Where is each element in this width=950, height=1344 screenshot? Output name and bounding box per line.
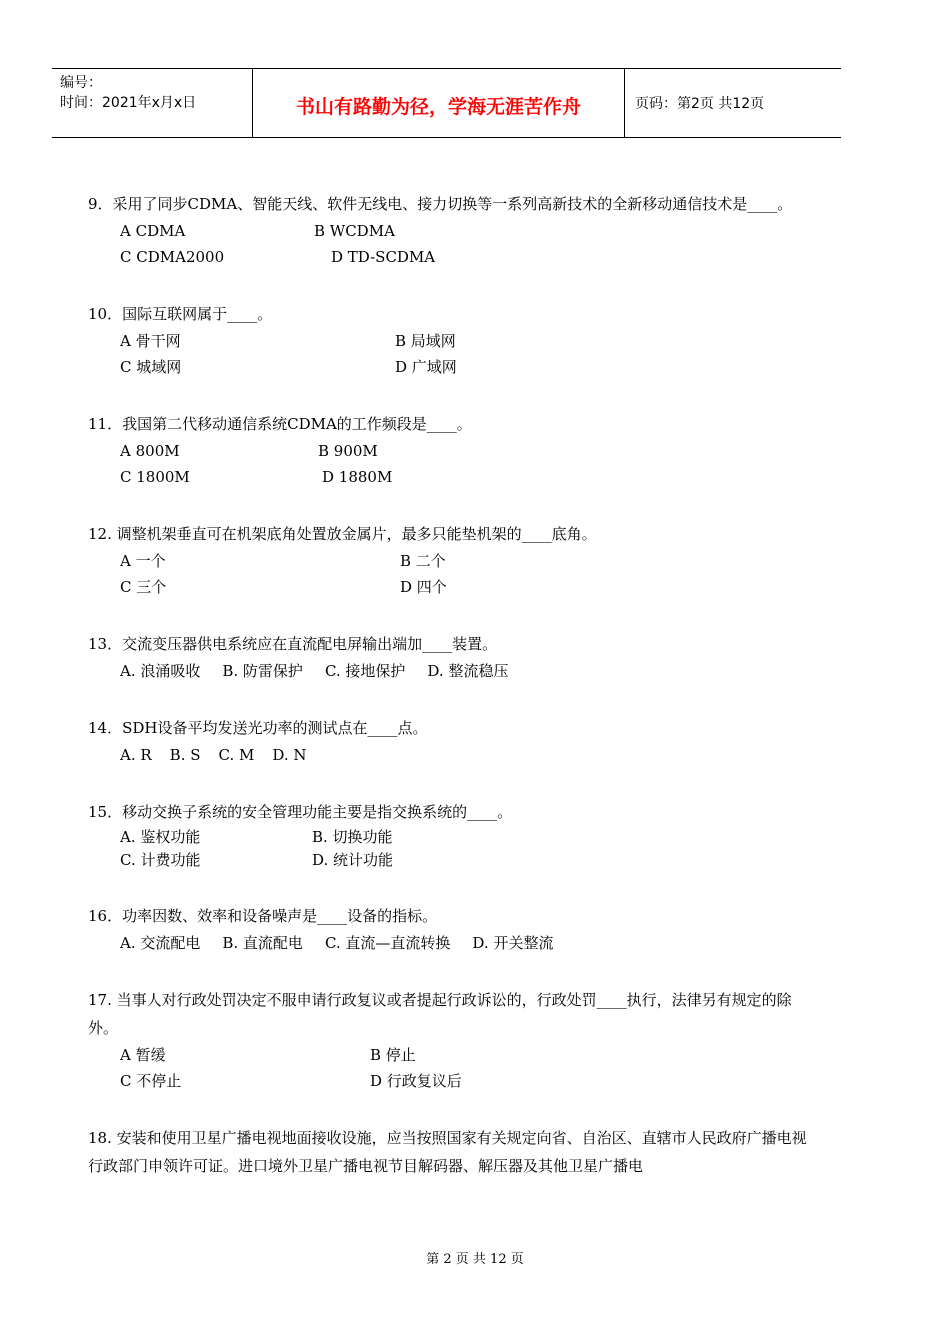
question-text: 12. 调整机架垂直可在机架底角处置放金属片，最多只能垫机架的____底角。 [88, 525, 597, 543]
question-text: 15．移动交换子系统的安全管理功能主要是指交换系统的____。 [88, 803, 513, 821]
option-d: D. 整流稳压 [427, 662, 509, 680]
option-a: A 800M [120, 442, 180, 460]
question-text: 11．我国第二代移动通信系统CDMA的工作频段是____。 [88, 415, 472, 433]
time-label: 时间：2021年x月x日 [60, 95, 197, 111]
question-15 [88, 798, 818, 872]
option-d: D 行政复议后 [370, 1072, 462, 1090]
question-17 [88, 986, 818, 1094]
question-text: 16．功率因数、效率和设备噪声是____设备的指标。 [88, 907, 438, 925]
option-c: C 不停止 [120, 1072, 182, 1090]
question-9 [88, 190, 818, 270]
options [120, 218, 818, 270]
header-page-label: 页码：第2页 共12页 [635, 96, 765, 112]
question-12 [88, 520, 818, 600]
question-10 [88, 300, 818, 380]
option-a: A 一个 [120, 552, 166, 570]
option-b: B 停止 [370, 1046, 416, 1064]
options [120, 742, 818, 768]
option-c: C 三个 [120, 578, 167, 596]
question-text: 18. 安装和使用卫星广播电视地面接收设施，应当按照国家有关规定向省、自治区、直辖市人民政府广播电视行政部门申领许可证。进口境外卫星广播电视节目解码器、解压器及其他卫星广播电 [88, 1129, 807, 1175]
question-11 [88, 410, 818, 490]
header-meta [52, 69, 252, 137]
option-a: A. 鉴权功能 [120, 828, 201, 846]
page-header [52, 68, 841, 138]
options [120, 548, 818, 600]
option-d: D. 统计功能 [312, 851, 394, 869]
question-text: 17. 当事人对行政处罚决定不服申请行政复议或者提起行政诉讼的，行政处罚____执行，法律另有规定的除外。 [88, 991, 792, 1037]
question-list [88, 190, 818, 1210]
option-d: D 广域网 [395, 358, 457, 376]
options [120, 658, 818, 684]
option-a: A. 浪涌吸收 [120, 662, 201, 680]
header-motto: 书山有路勤为径，学海无涯苦作舟 [252, 69, 625, 137]
options [120, 1042, 818, 1094]
option-a: A CDMA [120, 222, 186, 240]
option-c: C. 接地保护 [324, 662, 406, 680]
number-label: 编号： [60, 75, 102, 91]
option-a: A 骨干网 [120, 332, 181, 350]
option-c: C CDMA2000 [120, 248, 225, 266]
option-b: B. S [169, 746, 201, 764]
page-footer: 第 2 页 共 12 页 [426, 1252, 524, 1267]
option-b: B. 切换功能 [312, 828, 393, 846]
options [120, 826, 818, 872]
question-text: 10．国际互联网属于____。 [88, 305, 273, 323]
option-d: D. 开关整流 [472, 934, 554, 952]
option-c: C. 计费功能 [120, 851, 201, 869]
question-14 [88, 714, 818, 768]
question-16 [88, 902, 818, 956]
option-c: C 1800M [120, 468, 190, 486]
option-a: A 暂缓 [120, 1046, 166, 1064]
option-a: A. R [120, 746, 152, 764]
option-d: D TD-SCDMA [331, 248, 436, 266]
option-c: C. M [218, 746, 255, 764]
option-b: B 900M [318, 442, 378, 460]
option-d: D 四个 [400, 578, 447, 596]
question-18 [88, 1124, 818, 1180]
option-a: A. 交流配电 [120, 934, 201, 952]
question-13 [88, 630, 818, 684]
option-c: C 城域网 [120, 358, 182, 376]
option-b: B 局域网 [395, 332, 456, 350]
option-b: B. 直流配电 [222, 934, 303, 952]
option-b: B. 防雷保护 [222, 662, 303, 680]
option-b: B 二个 [400, 552, 446, 570]
option-d: D. N [272, 746, 307, 764]
question-text: 9．采用了同步CDMA、智能天线、软件无线电、接力切换等一系列高新技术的全新移动通信技术是____。 [88, 195, 793, 213]
options [120, 930, 818, 956]
options [120, 328, 818, 380]
options [120, 438, 818, 490]
option-d: D 1880M [322, 468, 393, 486]
option-b: B WCDMA [314, 222, 395, 240]
option-c: C. 直流—直流转换 [324, 934, 451, 952]
question-text: 13．交流变压器供电系统应在直流配电屏输出端加____装置。 [88, 635, 498, 653]
question-text: 14．SDH设备平均发送光功率的测试点在____点。 [88, 719, 428, 737]
